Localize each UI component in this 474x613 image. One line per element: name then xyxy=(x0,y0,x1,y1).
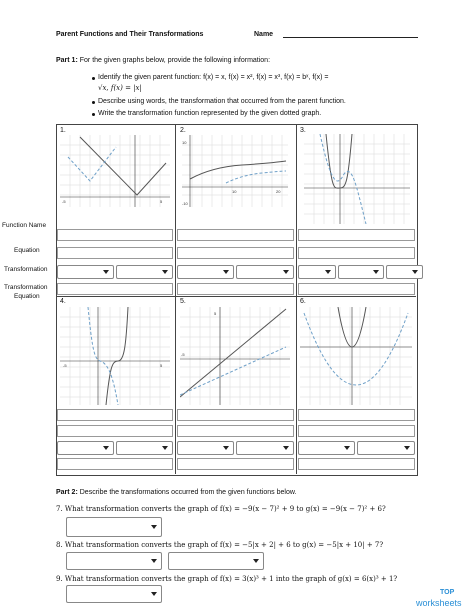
logo-bottom: worksheets xyxy=(416,598,462,608)
equation-input-6[interactable] xyxy=(298,425,415,437)
transformation-dropdown-5a[interactable] xyxy=(177,441,234,455)
graph-4-tick-neg: -5 xyxy=(63,363,67,368)
graph-1-tick-pos: 5 xyxy=(160,199,163,204)
row-label-transformation-equation: Transformation xyxy=(4,284,48,291)
question-8-dropdown-1[interactable] xyxy=(66,552,162,570)
question-9-dropdown[interactable] xyxy=(66,585,162,603)
chevron-down-icon xyxy=(162,270,168,274)
graph-6-image xyxy=(300,307,412,405)
table-divider xyxy=(296,124,297,474)
function-name-input-2[interactable] xyxy=(177,229,294,241)
chevron-down-icon xyxy=(151,559,157,563)
part2-intro xyxy=(56,489,296,496)
graph-2-image xyxy=(182,135,288,207)
transformation-dropdown-4b[interactable] xyxy=(116,441,173,455)
transformation-dropdown-3b[interactable] xyxy=(338,265,384,279)
part1-label: Part 1: xyxy=(56,57,78,64)
chevron-down-icon xyxy=(325,270,331,274)
transformation-dropdown-2b[interactable] xyxy=(236,265,294,279)
function-name-input-3[interactable] xyxy=(298,229,415,241)
part1-intro xyxy=(56,57,270,64)
row-label-transformation-equation-2: Equation xyxy=(14,293,40,300)
question-9: 9. What transformation converts the graph of f(x) = 3(x)³ + 1 into the graph of g(x) = 6(x)³ + 1? xyxy=(56,575,398,583)
graph-2-tick-x-10: 10 xyxy=(232,189,237,194)
graph-2-tick-x-20: 20 xyxy=(276,189,281,194)
transformation-dropdown-6a[interactable] xyxy=(298,441,355,455)
chevron-down-icon xyxy=(344,446,350,450)
chevron-down-icon xyxy=(223,446,229,450)
graph-number-5: 5. xyxy=(180,298,186,305)
chevron-down-icon xyxy=(283,270,289,274)
transformation-equation-input-2[interactable] xyxy=(177,283,294,295)
chevron-down-icon xyxy=(151,525,157,529)
chevron-down-icon xyxy=(223,270,229,274)
name-line xyxy=(283,37,418,38)
graph-number-1: 1. xyxy=(60,127,66,134)
transformation-dropdown-1b[interactable] xyxy=(116,265,173,279)
row-label-transformation: Transformation xyxy=(4,266,48,273)
function-name-input-1[interactable] xyxy=(57,229,173,241)
transformation-dropdown-4a[interactable] xyxy=(57,441,114,455)
transformation-dropdown-3a[interactable] xyxy=(298,265,336,279)
chevron-down-icon xyxy=(283,446,289,450)
chevron-down-icon xyxy=(404,446,410,450)
transformation-dropdown-1a[interactable] xyxy=(57,265,114,279)
transformation-dropdown-5b[interactable] xyxy=(236,441,294,455)
bullet-dot xyxy=(92,77,95,80)
chevron-down-icon xyxy=(253,559,259,563)
graph-number-6: 6. xyxy=(300,298,306,305)
graph-4-image xyxy=(60,307,170,405)
graph-5-tick-y: 5 xyxy=(214,311,217,316)
row-label-function-name: Function Name xyxy=(2,222,47,229)
part2-text: Describe the transformations occurred from the given functions below. xyxy=(79,489,297,496)
row-label-equation: Equation xyxy=(14,247,40,254)
question-8-dropdown-2[interactable] xyxy=(168,552,264,570)
chevron-down-icon xyxy=(373,270,379,274)
graph-4-tick-pos: 5 xyxy=(160,363,163,368)
graph-number-2: 2. xyxy=(180,127,186,134)
chevron-down-icon xyxy=(103,270,109,274)
question-8: 8. What transformation converts the graph of f(x) = −5|x + 2| + 6 to g(x) = −5|x + 10| + 7? xyxy=(56,541,384,549)
table-divider xyxy=(56,296,416,297)
worksheet-title: Parent Functions and Their Transformations xyxy=(56,31,204,38)
transformation-equation-input-3[interactable] xyxy=(298,283,415,295)
chevron-down-icon xyxy=(103,446,109,450)
transformation-dropdown-2a[interactable] xyxy=(177,265,234,279)
transformation-equation-input-5[interactable] xyxy=(177,458,294,470)
equation-input-2[interactable] xyxy=(177,247,294,259)
transformation-dropdown-6b[interactable] xyxy=(357,441,415,455)
graph-2-tick-y-bottom: -10 xyxy=(182,201,188,206)
bullet-1: Identify the given parent function: f(x) = x, f(x) = x², f(x) = x³, f(x) = bˣ, f(x) = xyxy=(98,74,329,81)
graph-number-4: 4. xyxy=(60,298,66,305)
question-7-dropdown[interactable] xyxy=(66,517,162,537)
bullet-dot xyxy=(92,101,95,104)
part1-text: For the given graphs below, provide the following information: xyxy=(79,57,271,64)
bullet-1-cont: √x, f(x) = |x| xyxy=(98,84,142,92)
transformation-equation-input-1[interactable] xyxy=(57,283,173,295)
equation-input-1[interactable] xyxy=(57,247,173,259)
table-divider xyxy=(175,124,176,474)
equation-input-3[interactable] xyxy=(298,247,415,259)
equation-input-4[interactable] xyxy=(57,425,173,437)
chevron-down-icon xyxy=(412,270,418,274)
graph-5-image xyxy=(180,307,290,405)
graph-2-tick-y-top: 10 xyxy=(182,140,187,145)
function-name-input-5[interactable] xyxy=(177,409,294,421)
graph-1-tick-neg: -5 xyxy=(62,199,66,204)
question-7: 7. What transformation converts the graph of f(x) = −9(x − 7)² + 9 to g(x) = −9(x − 7)² + 6? xyxy=(56,505,386,513)
part2-label: Part 2: xyxy=(56,489,78,496)
logo-top: TOP xyxy=(440,589,455,596)
bullet-2: Describe using words, the transformation that occurred from the parent function. xyxy=(98,98,346,105)
function-name-input-4[interactable] xyxy=(57,409,173,421)
bullet-3: Write the transformation function represented by the given dotted graph. xyxy=(98,110,322,117)
name-label: Name xyxy=(254,31,274,38)
function-name-input-6[interactable] xyxy=(298,409,415,421)
graph-5-tick-x: -5 xyxy=(181,352,185,357)
transformation-dropdown-3c[interactable] xyxy=(386,265,423,279)
bullet-dot xyxy=(92,113,95,116)
graph-number-3: 3. xyxy=(300,127,306,134)
graph-3-image xyxy=(304,134,410,224)
chevron-down-icon xyxy=(162,446,168,450)
chevron-down-icon xyxy=(151,592,157,596)
transformation-equation-input-4[interactable] xyxy=(57,458,173,470)
transformation-equation-input-6[interactable] xyxy=(298,458,415,470)
graph-1-image xyxy=(60,135,170,207)
equation-input-5[interactable] xyxy=(177,425,294,437)
